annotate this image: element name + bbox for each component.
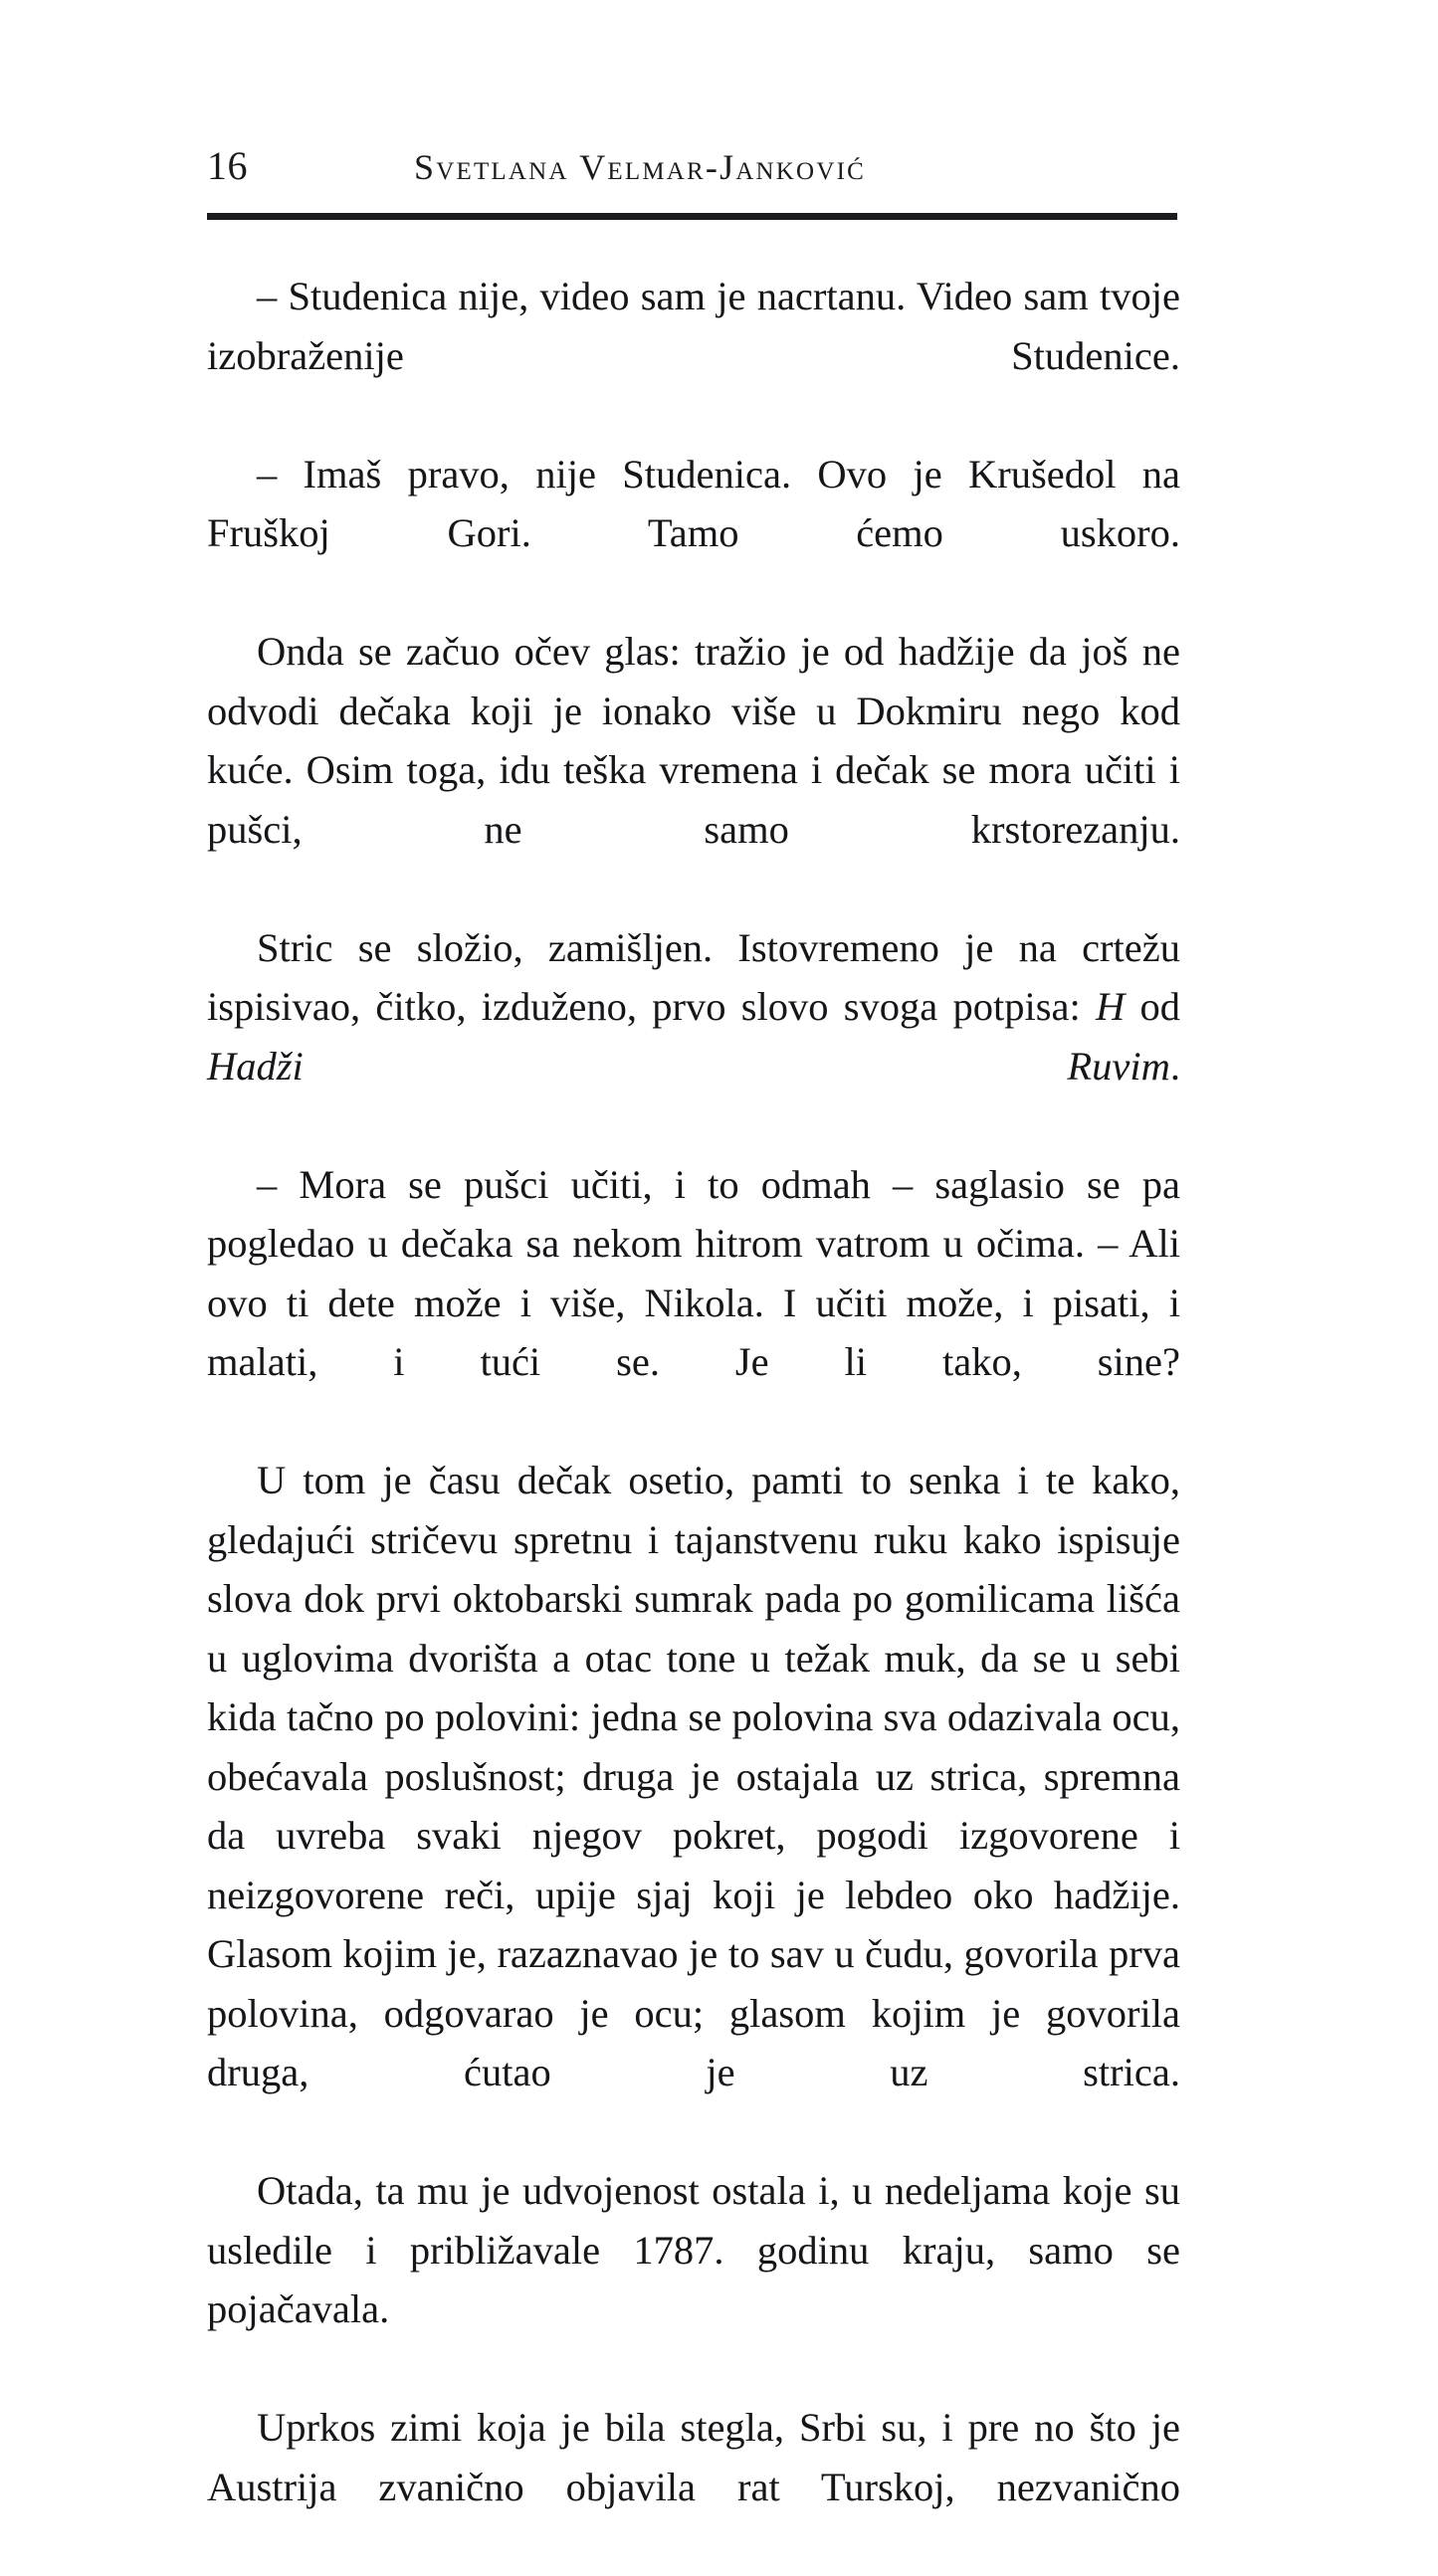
header-divider-rule [207, 213, 1177, 220]
paragraph-with-italics [207, 918, 1180, 1155]
page-folio-number: 16 [207, 143, 248, 188]
paragraph: – Mora se pušci učiti, i to odmah – saglasio se pa pogledao u dečaka sa nekom hitrom vatrom u očima. – Ali ovo ti dete može i više, Nikola. I učiti može, i pisati, i malati, i tući se. Je li tako, sine? [207, 1161, 1180, 1384]
italic-initial-letter: H [1096, 984, 1126, 1029]
italic-signature-name: Hadži Ruvim [207, 1043, 1170, 1089]
running-head-author: Svetlana Velmar-Janković [414, 147, 866, 187]
paragraph-lead-text: Stric se složio, zamišljen. Istovremeno je na crtežu ispisivao, čitko, izduženo, prvo slovo svoga potpisa: [207, 924, 1180, 1029]
paragraph-mid-text: od [1125, 984, 1180, 1029]
paragraph: Onda se začuo očev glas: tražio je od hadžije da još ne odvodi dečaka koji je ionako više u Dokmiru nego kod kuće. Osim toga, idu teška vremena i dečak se mora učiti i pušci, ne samo krstorezanju. [207, 629, 1180, 852]
paragraph: Otada, ta mu je udvojenost ostala i, u nedeljama koje su usledile i približavale 1787. godinu kraju, samo se pojačavala. [207, 2168, 1180, 2331]
body-text-block [207, 267, 1180, 2576]
paragraph: – Imaš pravo, nije Studenica. Ovo je Krušedol na Fruškoj Gori. Tamo ćemo uskoro. [207, 451, 1180, 555]
paragraph: U tom je času dečak osetio, pamti to senka i te kako, gledajući stričevu spretnu i tajanstvenu ruku kako ispisuje slova dok prvi oktobarski sumrak pada po gomilicama lišća u uglovima dvorišta a otac tone u težak muk, da se u sebi kida tačno po polovini: jedna se polovina sva odazivala ocu, obećavala poslušnost; druga je ostajala uz strica, spremna da uvreba svaki njegov pokret, pogodi izgovorene i neizgovorene reči, upije sjaj koji je lebdeo oko hadžije. Glasom kojim je, razaznavao je to sav u čudu, govorila prva polovina, odgovarao je ocu; glasom kojim je govorila druga, ćutao je uz strica. [207, 1458, 1180, 2094]
paragraph-tail-text: . [1169, 1043, 1180, 1089]
paragraph: Uprkos zimi koja je bila stegla, Srbi su, i pre no što je Austrija zvanično objavila rat Turskoj, nezvanično [207, 2405, 1180, 2509]
paragraph: – Studenica nije, video sam je nacrtanu. Video sam tvoje izobraženije Studenice. [207, 274, 1180, 378]
running-head [207, 139, 1177, 195]
